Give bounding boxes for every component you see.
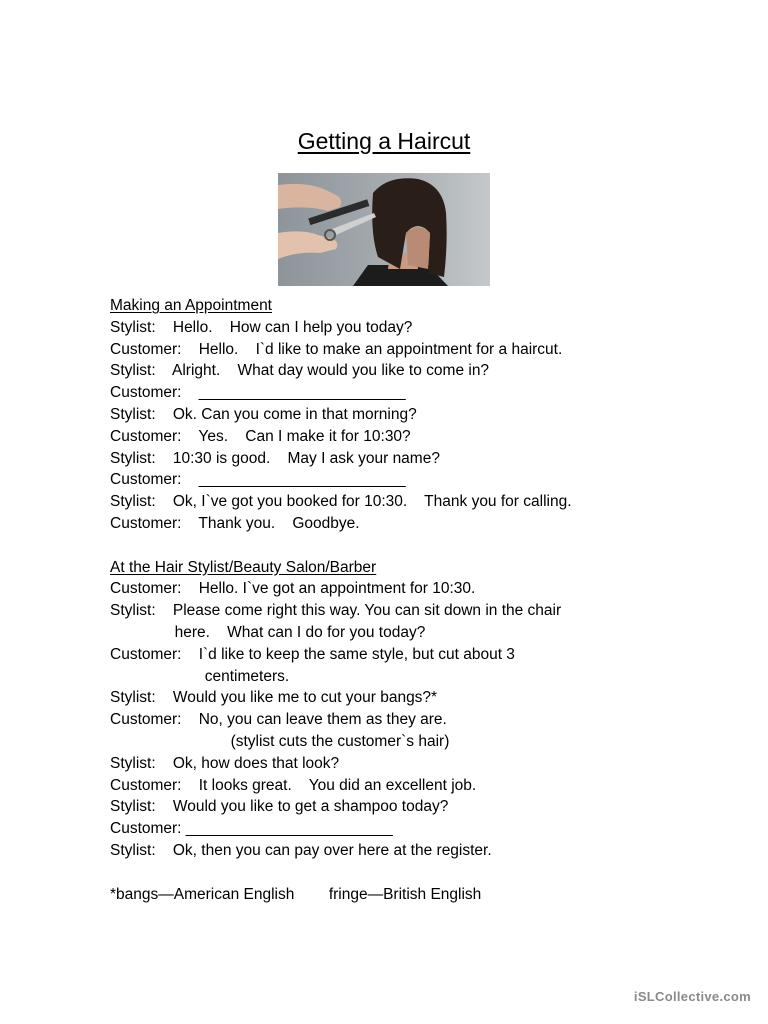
dialogue-line: Customer: Hello. I`ve got an appointment for 10:30. (110, 580, 476, 598)
dialogue-line: Stylist: Alright. What day would you like to come in? (110, 362, 490, 380)
dialogue-line: Stylist: 10:30 is good. May I ask your name? (110, 449, 440, 467)
page-title: Getting a Haircut (297, 128, 471, 154)
dialogue-line: Stylist: Ok. Can you come in that morning? (110, 405, 417, 423)
dialogue-line: Stylist: Ok, I`ve got you booked for 10:30. Thank you for calling. (110, 493, 572, 511)
section-heading-appointment: Making an Appointment (110, 297, 272, 314)
dialogue-line: Stylist: Ok, how does that look? (110, 754, 340, 772)
section-spacer (110, 535, 730, 557)
dialogue-line: Customer: I`d like to keep the same style, but cut about 3 (110, 645, 515, 663)
section-spacer (110, 862, 730, 884)
dialogue-line: Customer: ________________________ (110, 471, 406, 489)
dialogue-line: centimeters. (110, 667, 290, 685)
dialogue-line: Customer: Thank you. Goodbye. (110, 514, 360, 532)
dialogue-line: here. What can I do for you today? (110, 623, 426, 641)
dialogue-line: Stylist: Would you like to get a shampoo today? (110, 798, 449, 816)
dialogue-line: Stylist: Would you like me to cut your bangs?* (110, 689, 438, 707)
dialogue-line: Customer: Hello. I`d like to make an appointment for a haircut. (110, 340, 563, 358)
dialogue-line: Customer: ________________________ (110, 384, 406, 402)
section-heading-salon: At the Hair Stylist/Beauty Salon/Barber (110, 558, 377, 576)
dialogue-body (110, 295, 730, 905)
haircut-photo-icon (278, 173, 490, 286)
dialogue-line: Stylist: Hello. How can I help you today? (110, 318, 413, 336)
haircut-photo (278, 173, 490, 286)
dialogue-line: (stylist cuts the customer`s hair) (110, 732, 450, 750)
footnote: *bangs—American English fringe—British English (110, 885, 482, 903)
dialogue-line: Customer: ________________________ (110, 820, 393, 838)
dialogue-line: Customer: Yes. Can I make it for 10:30? (110, 427, 411, 445)
dialogue-line: Stylist: Ok, then you can pay over here at the register. (110, 841, 492, 859)
site-watermark: iSLCollective.com (633, 989, 751, 1004)
dialogue-line: Customer: It looks great. You did an excellent job. (110, 776, 477, 794)
dialogue-line: Stylist: Please come right this way. You can sit down in the chair (110, 602, 562, 620)
dialogue-line: Customer: No, you can leave them as they are. (110, 711, 447, 729)
